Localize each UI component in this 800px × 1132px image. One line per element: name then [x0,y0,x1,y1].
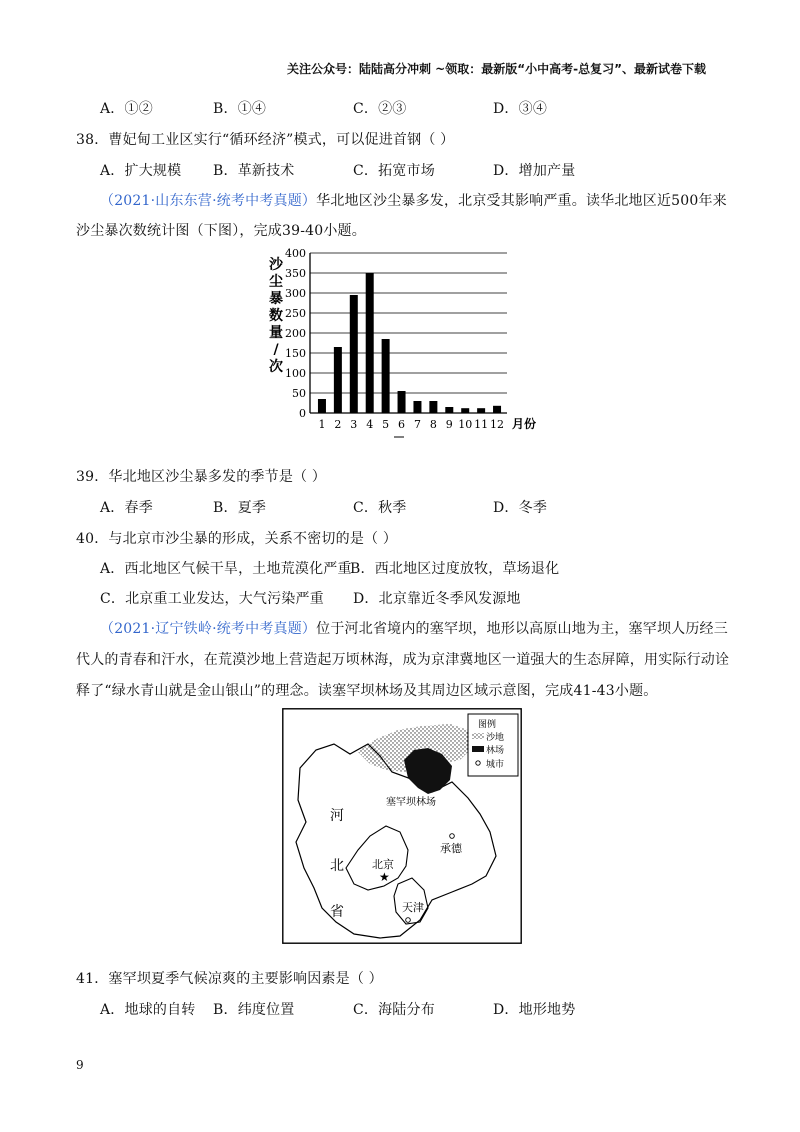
y-label-char: 沙 [269,257,283,273]
y-tick-label: 350 [285,267,306,280]
x-tick-label: 8 [429,418,437,431]
bars [318,273,501,413]
page-header: 关注公众号：陆陆高分冲刺 ~领取：最新版“小中高考-总复习”、最新试卷下载 [287,62,706,76]
option-b: B．①④ [213,101,267,117]
bar [429,401,437,413]
y-tick-label: 100 [285,367,306,380]
option-a: A．地球的自转 [100,1002,196,1018]
x-axis-label: 月份 [512,417,537,431]
tianjin-city-icon [406,918,411,923]
x-tick-label: 7 [413,418,421,431]
legend-city-label: 城市 [486,760,505,770]
option-d: D．北京靠近冬季风发源地 [353,591,521,607]
source-tag: （2021·辽宁铁岭·统考中考真题） [100,621,317,637]
option-b: B．西北地区过度放牧，草场退化 [350,561,560,577]
intro-41-43-line1 [100,618,728,638]
legend-sand-label: 沙地 [486,733,505,743]
source-tag: （2021·山东东营·统考中考真题） [100,193,317,209]
forest-label: 塞罕坝林场 [386,797,436,808]
x-tick-label: 12 [490,418,505,431]
intro-text: 华北地区沙尘暴多发，北京受其影响严重。读华北地区近500年来 [316,193,727,209]
legend-forest-label: 林场 [486,746,505,756]
x-tick-labels [318,418,504,431]
bar [413,401,421,413]
x-tick-label: 9 [445,418,453,431]
intro-39-40-line1 [100,190,727,210]
y-tick-label: 50 [292,387,306,400]
y-label-char: 量 [269,325,283,341]
x-tick-label: 10 [458,418,473,431]
option-c: C．秋季 [353,500,407,516]
y-tick-label: 200 [285,327,306,340]
question-38-stem: 38．曹妃甸工业区实行“循环经济”模式，可以促进首钢（ ） [76,132,455,148]
province-char-2: 北 [330,858,344,874]
question-40-stem: 40．与北京市沙尘暴的形成，关系不密切的是（ ） [76,531,398,547]
bar [461,408,469,413]
tianjin-label: 天津 [402,901,424,914]
intro-39-40-line2: 沙尘暴次数统计图（下图），完成39-40小题。 [76,223,366,239]
y-axis-label [269,257,284,375]
x-tick-label: 1 [318,418,326,431]
y-tick-label: 150 [285,347,306,360]
option-d: D．增加产量 [493,163,576,179]
option-b: B．夏季 [213,500,267,516]
legend-forest-swatch [472,746,484,752]
beijing-label: 北京 [372,858,394,871]
y-tick-label: 250 [285,307,306,320]
bar [477,408,485,413]
option-c: C．②③ [353,101,407,117]
option-d: D．地形地势 [493,1002,576,1018]
y-tick-label: 300 [285,287,306,300]
beijing-star-icon: ★ [379,870,390,884]
y-label-char: / [273,342,279,358]
bar [350,295,358,413]
option-d: D．③④ [493,101,548,117]
option-a: A．春季 [100,500,153,516]
x-tick-label: 3 [350,418,358,431]
option-c: C．海陆分布 [353,1002,435,1018]
province-char-3: 省 [330,904,344,920]
y-tick-labels [285,247,306,420]
y-label-char: 次 [269,359,283,375]
x-tick-label: 5 [382,418,390,431]
x-tick-label: 2 [334,418,342,431]
option-b: B．革新技术 [213,163,295,179]
intro-text: 位于河北省境内的塞罕坝，地形以高原山地为主，塞罕坝人历经三 [316,621,728,637]
x-tick-label: 6 [398,418,406,431]
y-label-char: 尘 [269,274,283,290]
x-tick-label: 4 [366,418,374,431]
option-d: D．冬季 [493,500,548,516]
bar [493,406,501,413]
bar [445,407,453,413]
option-a: A．①② [100,101,153,117]
intro-41-43-line3: 释了“绿水青山就是金山银山”的理念。读塞罕坝林场及其周边区域示意图，完成41-43小题。 [76,683,658,699]
legend-sand-swatch [472,733,484,739]
bar [366,273,374,413]
province-char-1: 河 [330,808,344,824]
bar [318,399,326,413]
chengde-label: 承德 [440,842,462,855]
y-label-char: 暴 [269,291,283,307]
intro-41-43-line2: 代人的青春和汗水，在荒漠沙地上营造起万顷林海，成为京津冀地区一道强大的生态屏障，用实际行动诠 [76,652,730,668]
option-c: C．北京重工业发达，大气污染严重 [100,591,324,607]
bar [382,339,390,413]
question-41-stem: 41．塞罕坝夏季气候凉爽的主要影响因素是（ ） [76,971,383,987]
chengde-city-icon [450,834,455,839]
question-39-stem: 39．华北地区沙尘暴多发的季节是（ ） [76,469,327,485]
saihanba-map [282,708,522,944]
y-tick-label: 400 [285,247,306,260]
option-b: B．纬度位置 [213,1002,295,1018]
y-tick-label: 0 [299,407,306,420]
y-label-char: 数 [269,308,283,324]
legend-city-swatch [476,761,480,765]
legend-title: 图例 [478,720,497,730]
option-c: C．拓宽市场 [353,163,435,179]
bar [398,391,406,413]
sandstorm-bar-chart [262,245,552,450]
bar [334,347,342,413]
page-number: 9 [76,1058,84,1072]
x-tick-label: 11 [474,418,489,431]
option-a: A．西北地区气候干旱，土地荒漠化严重 [100,561,352,577]
option-a: A．扩大规模 [100,163,182,179]
